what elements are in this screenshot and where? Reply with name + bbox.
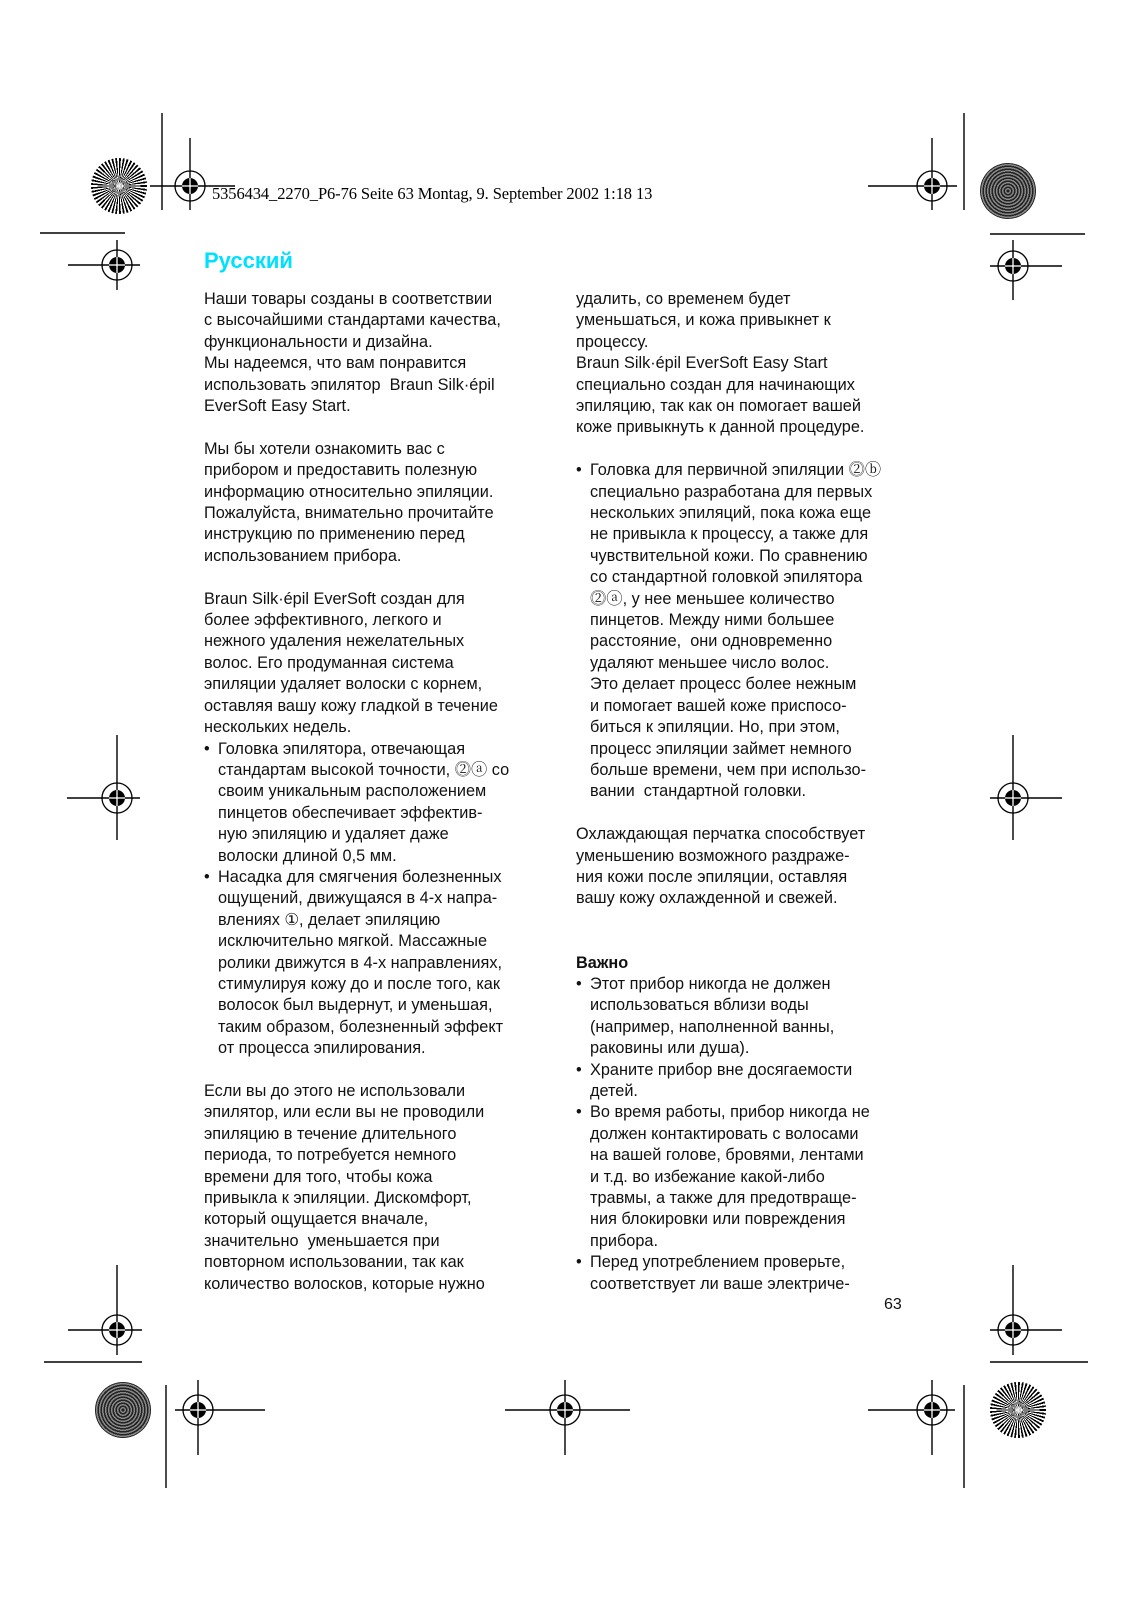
text-line: эпиляции удаляет волоски с корнем, xyxy=(204,675,483,694)
text-line: Пожалуйста, внимательно прочитайте xyxy=(204,504,494,523)
text-line: • Перед употреблением проверьте, xyxy=(590,1253,846,1272)
bullet-item xyxy=(576,974,926,1060)
text-line: эпилятор, или если вы не проводили xyxy=(204,1103,485,1122)
text-line: Мы бы хотели ознакомить вас с xyxy=(204,439,445,458)
paragraph xyxy=(204,1081,549,1295)
left-column xyxy=(204,289,549,1295)
right-column xyxy=(576,289,926,1295)
text-line: чувствительной кожи. По сравнению xyxy=(590,546,868,565)
registration-mark-icon xyxy=(102,1315,132,1345)
text-line: на вашей голове, бровями, лентами xyxy=(590,1146,864,1165)
text-line: эпиляцию, так как он помогает вашей xyxy=(576,397,861,416)
text-line: влениях ①, делает эпиляцию xyxy=(218,910,441,929)
paragraph xyxy=(204,289,549,417)
text-line: использоваться вблизи воды xyxy=(590,996,809,1015)
text-line: процессу. xyxy=(576,332,649,351)
paragraph-gap xyxy=(204,417,549,438)
text-line: расстояние, они одновременно xyxy=(590,632,833,651)
text-line: эпиляцию в течение длительного xyxy=(204,1124,457,1143)
text-line: уменьшаться, и кожа привыкнет к xyxy=(576,311,831,330)
text-line: таким образом, болезненный эффект xyxy=(218,1017,504,1036)
text-line: ролики движутся в 4-х направлениях, xyxy=(218,953,502,972)
text-line: специально создан для начинающих xyxy=(576,375,855,394)
text-line: • Этот прибор никогда не должен xyxy=(590,974,831,993)
paragraph xyxy=(576,289,926,439)
text-line: значительно уменьшается при xyxy=(204,1231,440,1250)
print-slug-line: 5356434_2270_P6-76 Seite 63 Montag, 9. September 2002 1:18 13 xyxy=(212,184,653,203)
text-line: более эффективного, легкого и xyxy=(204,611,442,630)
text-line: коже привыкнуть к данной процедуре. xyxy=(576,418,865,437)
text-line: Braun Silk·épil EverSoft создан для xyxy=(204,589,465,608)
text-line: должен контактировать с волосами xyxy=(590,1124,859,1143)
text-line: количество волосков, которые нужно xyxy=(204,1274,485,1293)
text-line: соответствует ли ваше электриче- xyxy=(590,1274,850,1293)
paragraph xyxy=(204,439,549,567)
text-line: Это делает процесс более нежным xyxy=(590,675,857,694)
registration-mark-icon xyxy=(998,251,1028,281)
bullet-item xyxy=(576,1252,926,1295)
text-line: удалить, со временем будет xyxy=(576,290,791,308)
text-line: травмы, а также для предотвраще- xyxy=(590,1189,857,1207)
registration-mark-icon xyxy=(917,1395,947,1425)
text-line: который ощущается вначале, xyxy=(204,1210,429,1229)
text-line: • Во время работы, прибор никогда не xyxy=(590,1103,870,1122)
moire-target-icon xyxy=(95,1382,151,1438)
text-line: с высочайшими стандартами качества, xyxy=(204,311,501,330)
text-line: и помогает вашей коже приспосо- xyxy=(590,696,847,715)
page-number: 63 xyxy=(884,1296,902,1313)
text-line: волос. Его продуманная система xyxy=(204,653,454,672)
text-line: исключительно мягкой. Массажные xyxy=(218,932,488,951)
paragraph-gap xyxy=(204,567,549,588)
paragraph-gap xyxy=(576,439,926,460)
text-line: • Насадка для смягчения болезненных xyxy=(218,867,502,886)
text-line: стимулируя кожу до и после того, как xyxy=(218,974,500,993)
text-line: EverSoft Easy Start. xyxy=(204,397,351,416)
text-line: со стандартной головкой эпилятора xyxy=(590,568,863,587)
text-line: инструкцию по применению перед xyxy=(204,525,465,544)
text-line: удаляют меньшее число волос. xyxy=(590,653,830,672)
paragraph xyxy=(204,589,549,739)
text-line: вашу кожу охлажденной и свежей. xyxy=(576,889,838,908)
subheading: Важно xyxy=(576,953,629,972)
registration-mark-icon xyxy=(102,250,132,280)
text-line: использовать эпилятор Braun Silk·épil xyxy=(204,375,495,394)
text-line: пинцетов. Между ними большее xyxy=(590,611,835,630)
text-line: не привыкла к процессу, а также для xyxy=(590,525,869,544)
bullet-item xyxy=(576,460,926,803)
text-line: уменьшению возможного раздраже- xyxy=(576,846,850,865)
registration-mark-icon xyxy=(183,1395,213,1425)
text-line: детей. xyxy=(590,1081,638,1100)
text-line: повторном использовании, так как xyxy=(204,1253,464,1272)
text-line: волоски длиной 0,5 мм. xyxy=(218,846,397,865)
paragraph-gap xyxy=(576,931,926,952)
text-line: функциональности и дизайна. xyxy=(204,332,433,351)
text-line: пинцетов обеспечивает эффектив- xyxy=(218,803,483,822)
text-line: периода, то потребуется немного xyxy=(204,1146,457,1165)
bullet-item xyxy=(204,867,549,1060)
registration-mark-icon xyxy=(917,171,947,201)
text-line: стандартам высокой точности, ⓶ⓐ со xyxy=(218,760,510,779)
paragraph-gap xyxy=(204,1060,549,1081)
text-line: процесс эпиляции займет немного xyxy=(590,739,852,758)
registration-mark-icon xyxy=(175,171,205,201)
text-line: нескольких недель. xyxy=(204,718,352,737)
text-line: Мы надеемся, что вам понравится xyxy=(204,354,467,373)
text-line: больше времени, чем при использо- xyxy=(590,760,867,779)
text-line: нескольких эпиляций, пока кожа еще xyxy=(590,504,872,523)
text-line: привыкла к эпиляции. Дискомфорт, xyxy=(204,1189,472,1208)
text-line: • Храните прибор вне досягаемости xyxy=(590,1060,853,1079)
text-line: информацию относительно эпиляции. xyxy=(204,482,494,501)
text-line: Охлаждающая перчатка способствует xyxy=(576,825,866,844)
text-line: (например, наполненной ванны, xyxy=(590,1017,835,1036)
text-line: волосок был выдернут, и уменьшая, xyxy=(218,996,493,1015)
text-line: ощущений, движущаяся в 4-х напра- xyxy=(218,889,498,908)
bullet-item xyxy=(576,1102,926,1252)
text-line: Если вы до этого не использовали xyxy=(204,1081,466,1100)
text-line: прибора. xyxy=(590,1231,658,1250)
registration-mark-icon xyxy=(550,1395,580,1425)
text-line: Braun Silk·épil EverSoft Easy Start xyxy=(576,354,828,373)
paragraph-gap xyxy=(576,910,926,931)
paragraph-gap xyxy=(576,803,926,824)
text-line: • Головка эпилятора, отвечающая xyxy=(218,739,466,758)
paragraph xyxy=(576,824,926,910)
text-line: Наши товары созданы в соответствии xyxy=(204,290,493,308)
text-line: ния блокировки или повреждения xyxy=(590,1210,846,1229)
bullet-item xyxy=(204,739,549,867)
text-line: оставляя вашу кожу гладкой в течение xyxy=(204,696,498,715)
text-line: ния кожи после эпиляции, оставляя xyxy=(576,867,848,886)
text-line: прибором и предоставить полезную xyxy=(204,461,478,480)
registration-mark-icon xyxy=(998,1315,1028,1345)
text-line: времени для того, чтобы кожа xyxy=(204,1167,433,1186)
text-line: ную эпиляцию и удаляет даже xyxy=(218,825,449,844)
text-line: использованием прибора. xyxy=(204,546,402,565)
text-line: и т.д. во избежание какой-либо xyxy=(590,1167,825,1186)
text-line: от процесса эпилирования. xyxy=(218,1039,426,1058)
text-line: вании стандартной головки. xyxy=(590,782,806,801)
text-line: ⓶ⓐ, у нее меньшее количество xyxy=(590,589,835,608)
registration-mark-icon xyxy=(998,783,1028,813)
text-line: специально разработана для первых xyxy=(590,482,873,501)
moire-target-icon xyxy=(980,163,1036,219)
text-line: своим уникальным расположением xyxy=(218,782,487,801)
starburst-target-icon xyxy=(990,1382,1046,1438)
section-title: Русский xyxy=(204,248,293,273)
text-line: нежного удаления нежелательных xyxy=(204,632,465,651)
text-line: раковины или душа). xyxy=(590,1039,750,1058)
text-line: биться к эпиляции. Но, при этом, xyxy=(590,718,840,737)
text-line: • Головка для первичной эпиляции ⓶ⓑ xyxy=(590,461,882,480)
starburst-target-icon xyxy=(91,158,147,214)
registration-mark-icon xyxy=(102,783,132,813)
bullet-item xyxy=(576,1060,926,1103)
